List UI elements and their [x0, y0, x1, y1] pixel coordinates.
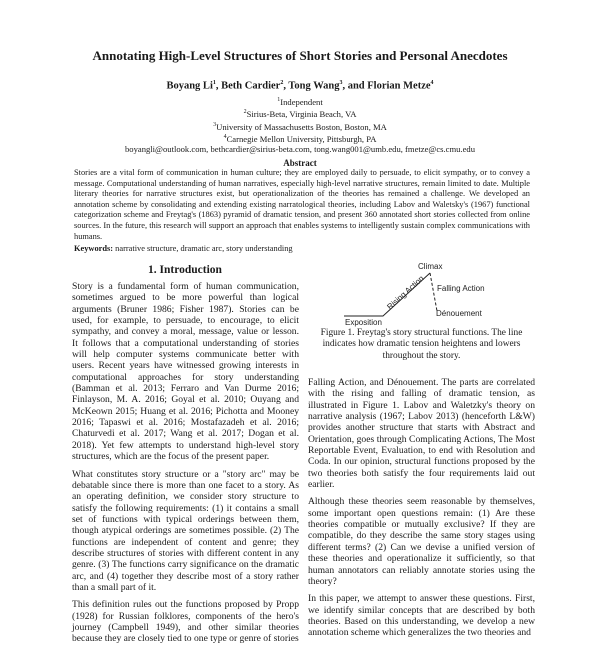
- author-affiliation-mark: 2: [280, 80, 284, 86]
- author-affiliation-mark: 3: [339, 80, 343, 86]
- freytag-figure: [308, 258, 535, 328]
- paragraph: This definition rules out the functions proposed by Propp (1928) for Russian folklores, components of the hero's journey (Campbell 1949), and other similar theories because they are closely tied to one type or genre of stories: [72, 599, 299, 645]
- paragraph: Story is a fundamental form of human communication, sometimes argued to be more powerful than logical arguments (Bruner 1986; Fisher 1987). Stories can be used, for example, to persuade, to encourage, to elicit sympathy, and convey a moral, message, value or lesson. It follows that a computational understanding of stories will help computer systems communicate better with users. Recent years have witnessed growing interests in computational approaches for story understanding (Bamman et al. 2013; Ferraro and Van Durme 2016; Finlayson, M. A. 2016; Goyal et al. 2010; Ouyang and McKeown 2015; Huang et al. 2016; Pichotta and Mooney 2016; Tapaswi et al. 2016; Mostafazadeh et al. 2016; Chaturvedi et al. 2017; Wang et al. 2017; Dogan et al. 2018). Yet few attempts to understand high-level story structures, which are the focus of the present paper.: [72, 281, 299, 463]
- paragraph: What constitutes story structure or a "story arc" may be debatable since there is more than one facet to a story. As an operating definition, we consider story structure to satisfy the following requirements: (1) it contains a small set of functions with typical orderings between them, though atypical orderings are sometimes possible. (2) The functions are independent of content and genre; they describe structures of stories with different content in any genre. (3) The functions carry significance on the dramatic arc, and (4) together they describe most of a story rather than a small part of it.: [72, 468, 299, 593]
- paragraph: Although these theories seem reasonable by themselves, some important open questions remain: (1) Are these theories compatible or mutually exclusive? If they are compatible, do they describe the same story stages using different terms? (2) Can we devise a unified version of these theories and operationalize it sufficiently, so that human annotators can reliably annotate stories using the theory?: [308, 496, 535, 587]
- affiliations: [0, 95, 600, 155]
- paper-title: Annotating High-Level Structures of Short Stories and Personal Anecdotes: [92, 48, 508, 63]
- author-emails: boyangli@outlook.com, bethcardier@sirius-beta.com, tong.wang001@umb.edu, fmetze@cs.cmu.edu: [124, 144, 475, 155]
- affiliation-mark: 2: [243, 109, 247, 116]
- affiliation-mark: 1: [277, 97, 281, 103]
- figure-caption: Figure 1. Freytag's story structural functions. The line indicates how dramatic tension heightens and lowers throughout the story.: [320, 328, 523, 361]
- author-name: Tong Wang: [288, 80, 340, 92]
- left-column: [72, 281, 299, 645]
- author-name: Boyang Li: [166, 80, 213, 92]
- affiliation-mark: 3: [213, 121, 217, 128]
- affiliation: [0, 95, 600, 107]
- label-rising-action: Rising Action: [385, 273, 426, 312]
- label-exposition: Exposition: [345, 318, 382, 327]
- tension-line-falling: [430, 273, 437, 311]
- section-heading-introduction: 1. Introduction: [148, 264, 222, 276]
- author-affiliation-mark: 1: [212, 80, 216, 86]
- affiliation-text: Carnegie Mellon University, Pittsburgh, PA: [226, 133, 377, 144]
- affiliation: [0, 120, 600, 132]
- author-separator: ,: [215, 80, 222, 92]
- label-falling-action: Falling Action: [437, 284, 485, 293]
- affiliation-text: Independent: [280, 96, 323, 107]
- label-denouement: Dénouement: [436, 309, 482, 318]
- affiliation-text: University of Massachusetts Boston, Boston, MA: [216, 121, 387, 132]
- author-name: Florian Metze: [367, 80, 431, 92]
- author-separator: , and: [342, 80, 368, 92]
- label-climax: Climax: [418, 262, 443, 271]
- affiliation-text: Sirius-Beta, Virginia Beach, VA: [246, 109, 357, 120]
- abstract-text: Stories are a vital form of communication in human culture; they are employed daily to persuade, to elicit sympathy, or to convey a message. Computational understanding of human narratives, especially high-level narrative structures, remain limited to date. Multiple literary theories for narrative structures exist, but operationalization of the theories has remained a challenge. We developed an annotation scheme by consolidating and extending existing narratological theories, including Labov and Waletsky's (1967) functional categorization scheme and Freytag's (1863) pyramid of dramatic tension, and present 360 annotated short stories collected from online sources. In the future, this research will support an approach that enables systems to intelligently sustain complex communications with humans.: [74, 168, 530, 241]
- keywords-text: narrative structure, dramatic arc, story understanding: [113, 244, 293, 253]
- affiliation: [0, 107, 600, 119]
- author-affiliation-mark: 4: [430, 80, 434, 86]
- abstract-heading: Abstract: [283, 158, 317, 168]
- author-list: [0, 80, 600, 92]
- paragraph: In this paper, we attempt to answer these questions. First, we identify similar concepts that are described by both theories. Based on this understanding, we develop a new annotation scheme which generalizes the two theories and: [308, 593, 535, 639]
- keywords-label: Keywords:: [74, 244, 114, 253]
- affiliation-mark: 4: [223, 134, 227, 141]
- affiliation: [0, 132, 600, 144]
- author-name: Beth Cardier: [221, 80, 281, 92]
- keywords: [74, 244, 530, 253]
- right-column: [308, 377, 535, 639]
- paragraph: Falling Action, and Dénouement. The parts are correlated with the rising and falling of dramatic tension, as illustrated in Figure 1. Labov and Waletzky's theory on narrative analysis (1967; Labov 2013) (henceforth L&W) provides another structure that starts with Abstract and Orientation, goes through Complicating Actions, The Most Reportable Event, Evaluation, to end with Resolution and Coda. In our opinion, structural functions proposed by the two theories both satisfy the four requirements laid out earlier.: [308, 377, 535, 491]
- author-separator: ,: [283, 80, 289, 92]
